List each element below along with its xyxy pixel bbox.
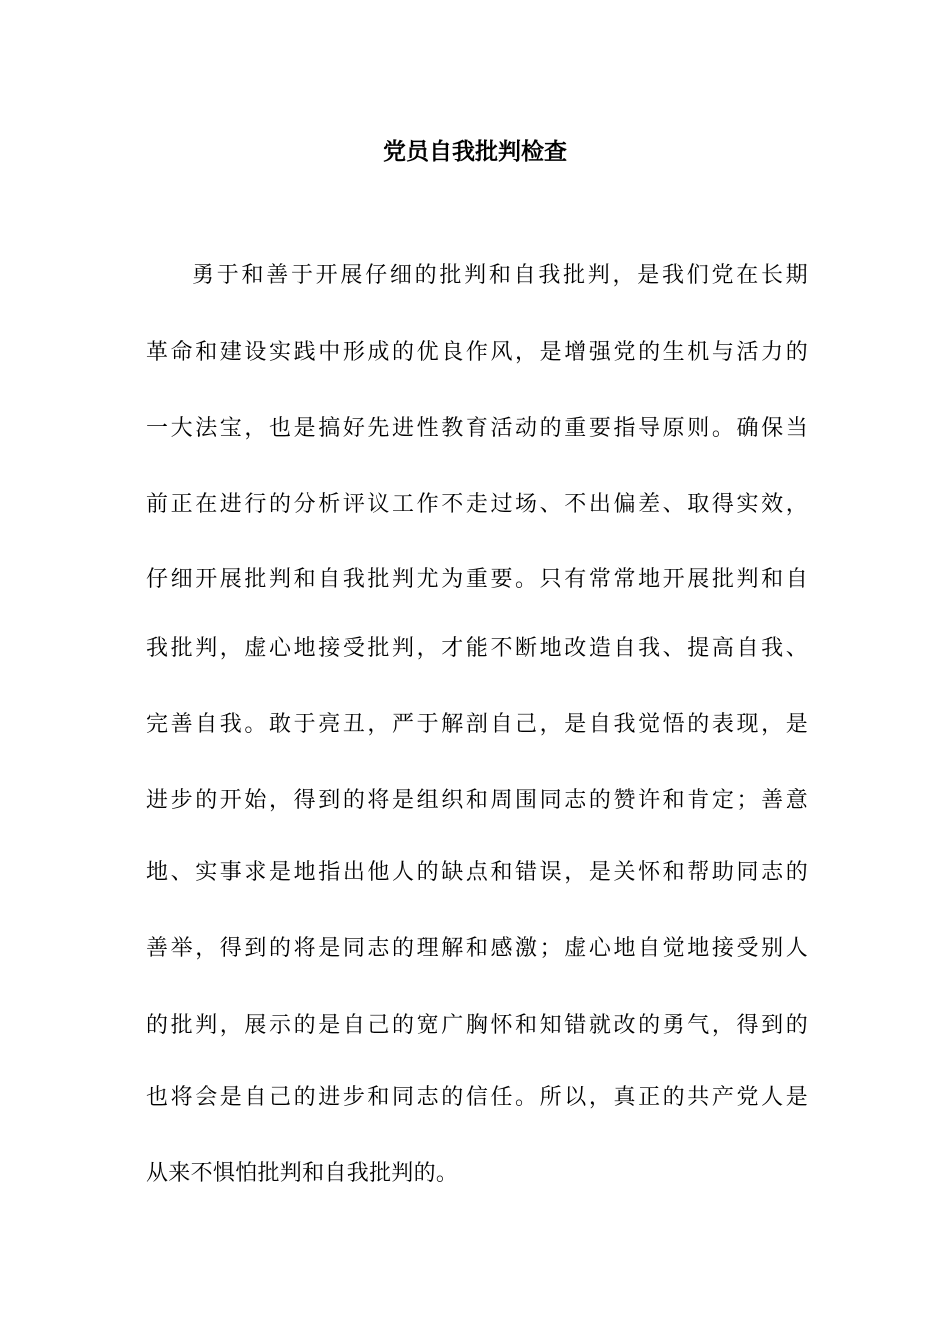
paragraph-line: 进步的开始，得到的将是组织和周围同志的赞许和肯定；善意 <box>146 788 808 813</box>
paragraph-line: 从来不惧怕批判和自我批判的。 <box>146 1161 459 1186</box>
paragraph-line: 善举，得到的将是同志的理解和感激；虚心地自觉地接受别人 <box>146 936 808 961</box>
paragraph-line: 前正在进行的分析评议工作不走过场、不出偏差、取得实效， <box>146 492 808 517</box>
paragraph-line: 完善自我。敢于亮丑，严于解剖自己，是自我觉悟的表现，是 <box>146 712 808 737</box>
paragraph-line: 一大法宝，也是搞好先进性教育活动的重要指导原则。确保当 <box>146 416 808 441</box>
paragraph-line: 也将会是自己的进步和同志的信任。所以，真正的共产党人是 <box>146 1085 808 1110</box>
paragraph-line: 的批判，展示的是自己的宽广胸怀和知错就改的勇气，得到的 <box>146 1013 808 1038</box>
paragraph-line: 仔细开展批判和自我批判尤为重要。只有常常地开展批判和自 <box>146 567 808 592</box>
paragraph-line: 我批判，虚心地接受批判，才能不断地改造自我、提高自我、 <box>146 636 808 661</box>
document-title: 党员自我批判检查 <box>383 139 567 165</box>
paragraph-line: 勇于和善于开展仔细的批判和自我批判，是我们党在长期 <box>192 263 808 288</box>
paragraph-line: 革命和建设实践中形成的优良作风，是增强党的生机与活力的 <box>146 340 808 365</box>
paragraph-line: 地、实事求是地指出他人的缺点和错误，是关怀和帮助同志的 <box>146 860 808 885</box>
